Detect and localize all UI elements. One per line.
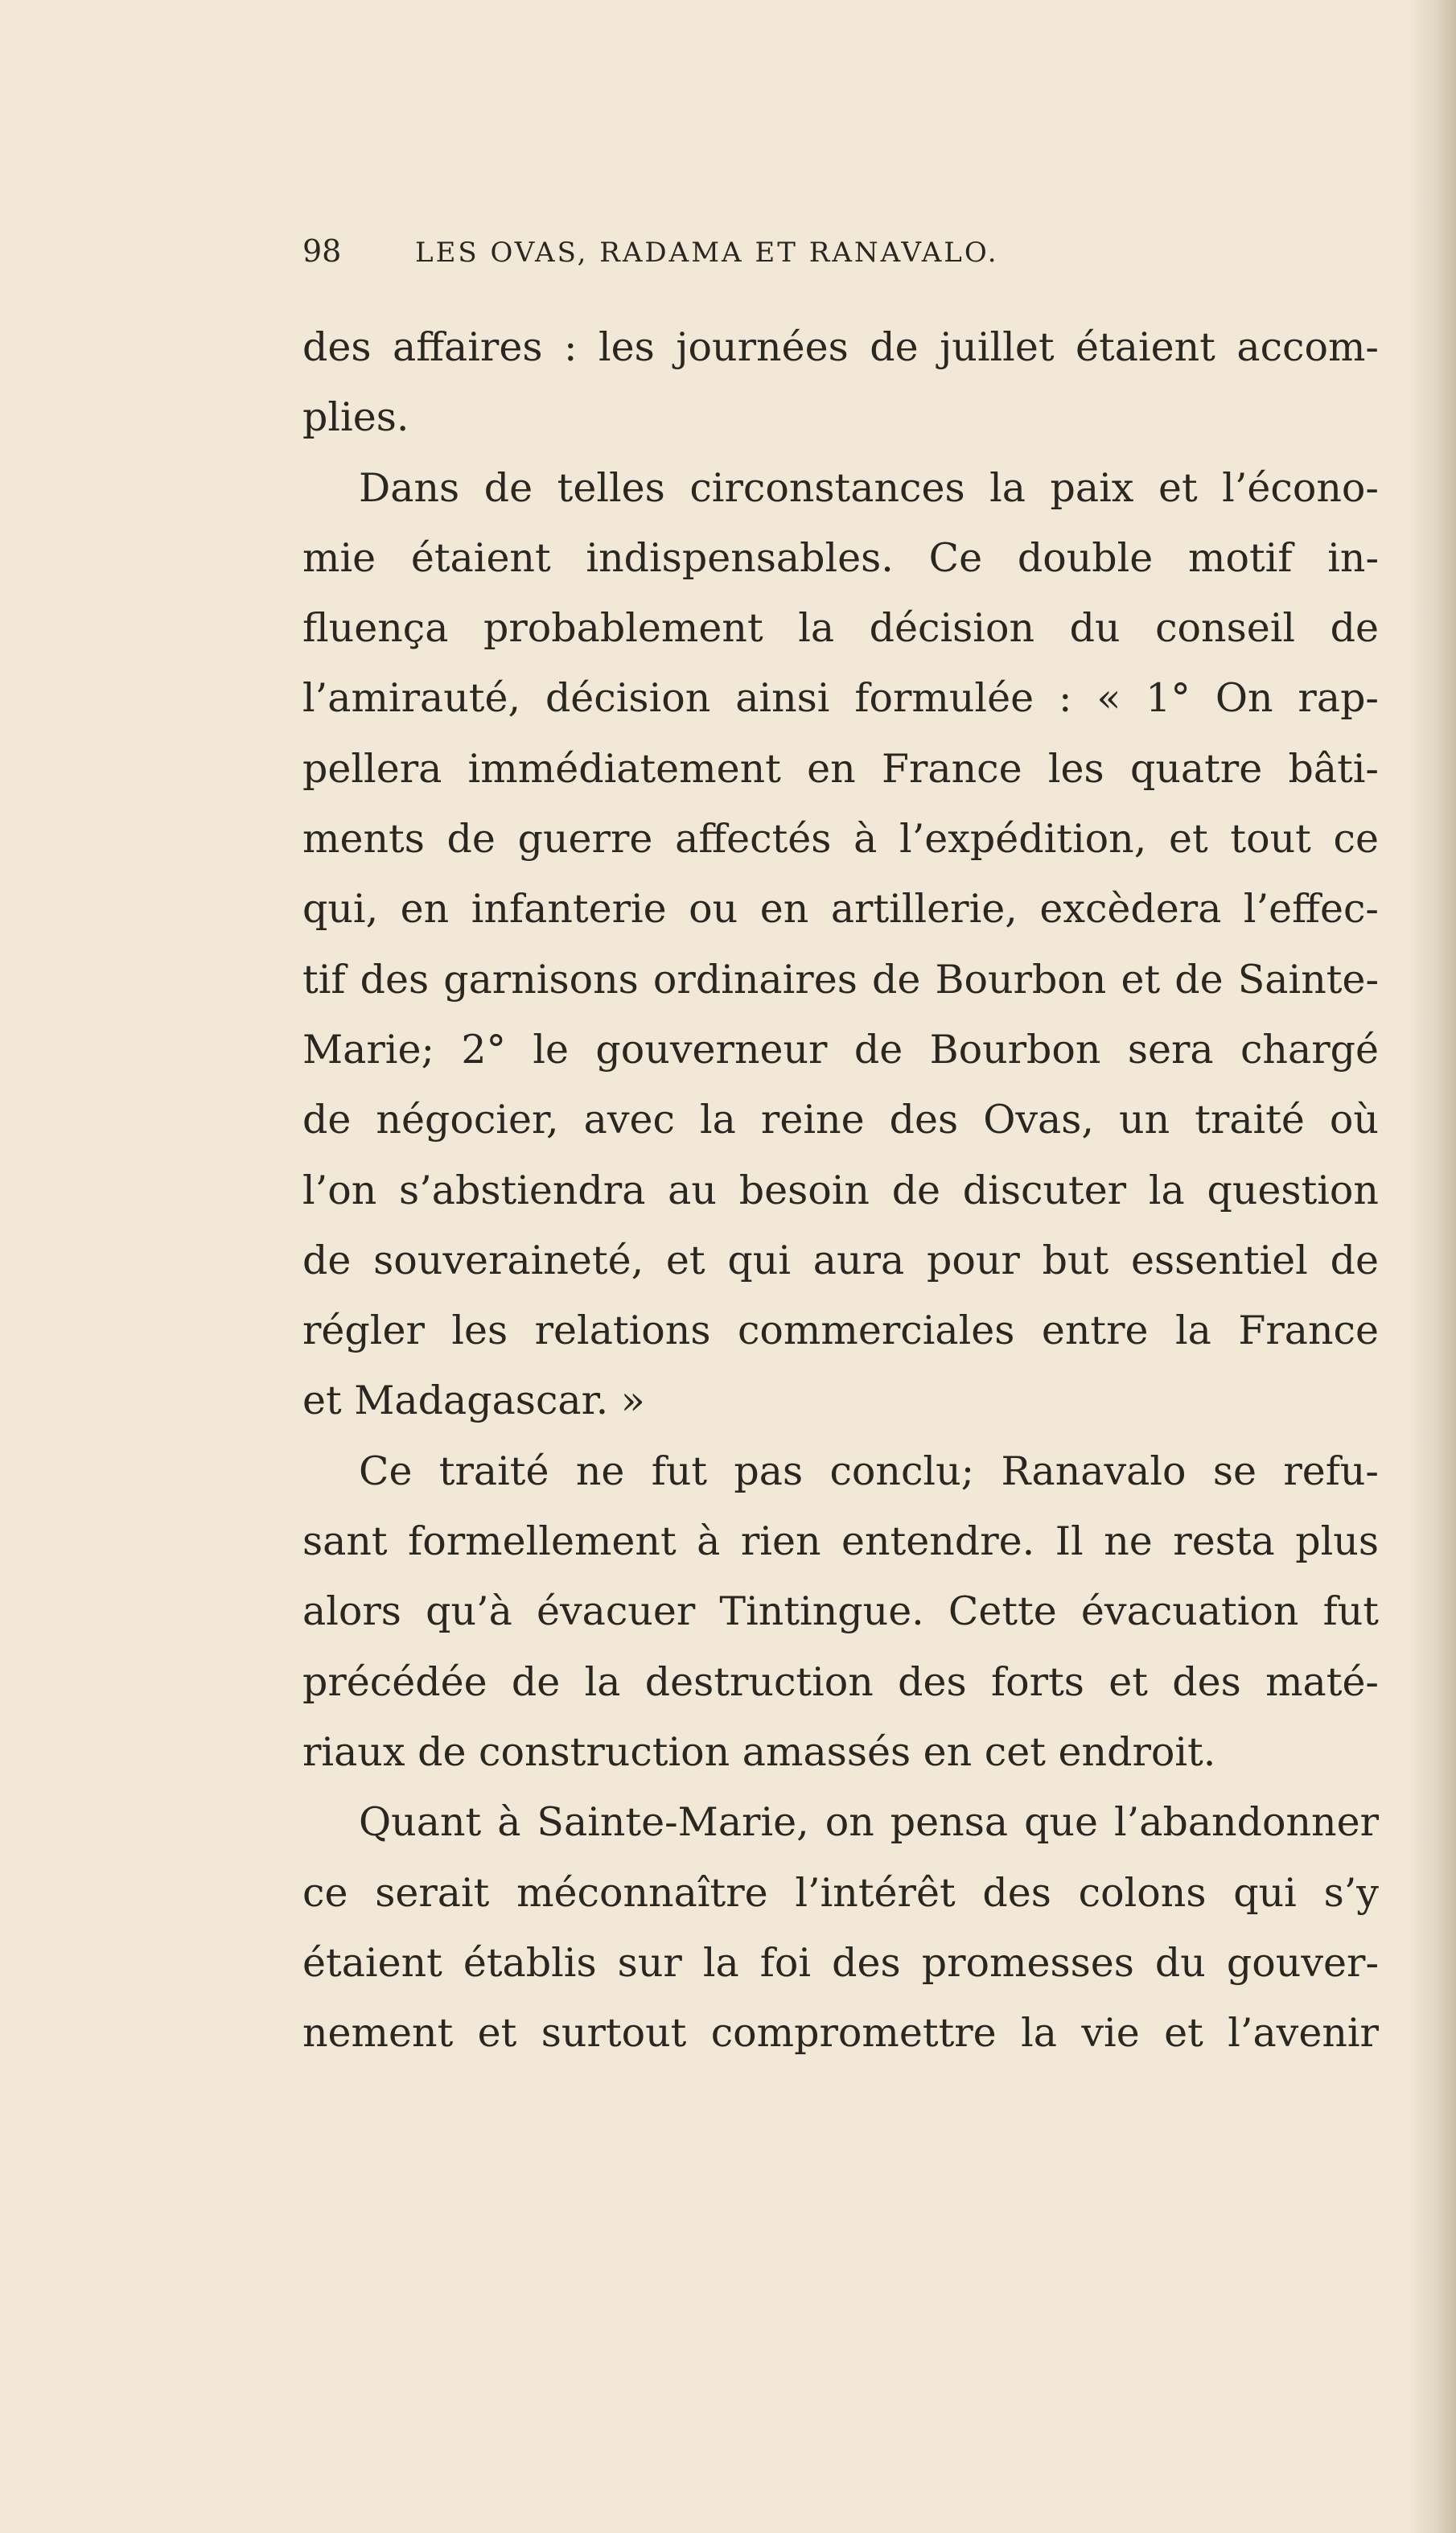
text-line: étaient établis sur la foi des promesses du gouver- [302, 1939, 1379, 1986]
text-line: ce serait méconnaître l’intérêt des colons qui s’y [302, 1869, 1379, 1916]
text-line: ments de guerre affectés à l’expédition, et tout ce [302, 816, 1379, 863]
text-line: précédée de la destruction des forts et des maté- [302, 1658, 1379, 1705]
text-line: alors qu’à évacuer Tintingue. Cette évacuation fut [302, 1588, 1379, 1635]
text-line: plies. [302, 394, 409, 441]
text-line: de souveraineté, et qui aura pour but essentiel de [302, 1237, 1379, 1283]
text-line: régler les relations commerciales entre la France [302, 1308, 1379, 1354]
text-line: riaux de construction amassés en cet endroit. [302, 1728, 1216, 1775]
text-line: des affaires : les journées de juillet étaient accom- [302, 324, 1379, 370]
text-line: et Madagascar. » [302, 1378, 645, 1424]
text-line: sant formellement à rien entendre. Il ne resta plus [302, 1518, 1379, 1565]
text-line: fluença probablement la décision du conseil de [302, 605, 1379, 652]
page-number: 98 [302, 233, 342, 269]
text-line: de négocier, avec la reine des Ovas, un traité où [302, 1097, 1379, 1143]
body-text [302, 312, 1379, 2068]
text-line: nement et surtout compromettre la vie et l’avenir [302, 2010, 1379, 2057]
text-line: l’amirauté, décision ainsi formulée : « 1° On rap- [302, 675, 1379, 722]
text-line: Marie; 2° le gouverneur de Bourbon sera chargé [302, 1026, 1379, 1073]
text-line: tif des garnisons ordinaires de Bourbon et de Sainte- [302, 956, 1379, 1003]
text-line: Dans de telles circonstances la paix et l’écono- [359, 464, 1379, 511]
text-line: Quant à Sainte-Marie, on pensa que l’abandonner [359, 1799, 1379, 1846]
text-line: mie étaient indispensables. Ce double motif in- [302, 534, 1379, 581]
running-header [302, 233, 1158, 282]
text-line: l’on s’abstiendra au besoin de discuter la question [302, 1167, 1379, 1213]
text-line: qui, en infanterie ou en artillerie, excèdera l’effec- [302, 886, 1379, 933]
text-line: pellera immédiatement en France les quatre bâti- [302, 745, 1379, 792]
page-gutter-shadow [1408, 0, 1456, 2533]
running-title: LES OVAS, RADAMA ET RANAVALO. [415, 237, 999, 269]
text-line: Ce traité ne fut pas conclu; Ranavalo se refu- [359, 1448, 1379, 1494]
